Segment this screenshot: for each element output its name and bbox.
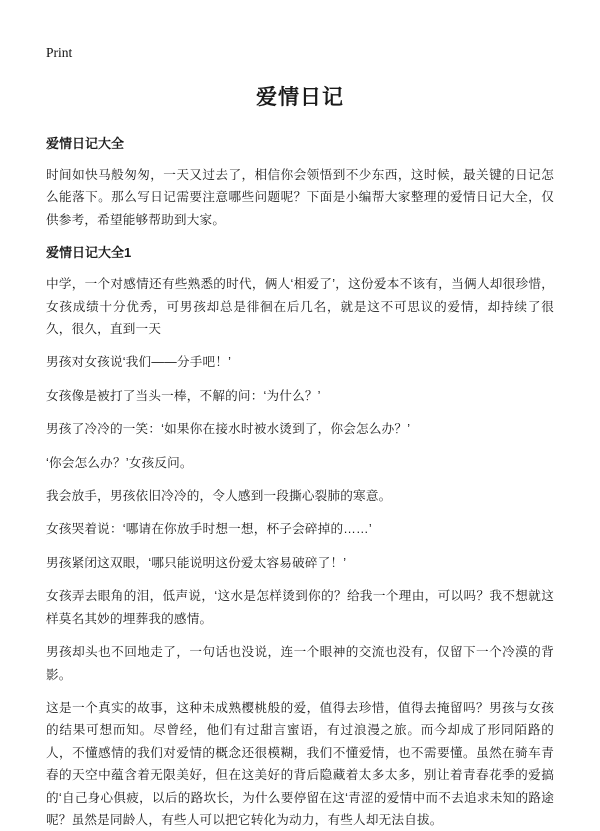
body-paragraph: 男孩却头也不回地走了，一句话也没说，连一个眼神的交流也没有，仅留下一个冷漠的背影。: [46, 645, 554, 682]
body-paragraph: ‘你会怎么办？’女孩反问。: [46, 455, 193, 470]
body-paragraph: 男孩了冷冷的一笑：‘如果你在接水时被水烫到了，你会怎么办？’: [46, 422, 411, 437]
intro-paragraph: 时间如快马般匆匆，一天又过去了，相信你会领悟到不少东西，这时候，最关键的日记怎么能落下。那么写日记需要注意哪些问题呢？下面是小编帮大家整理的爱情日记大全，仅供参考，希望能够帮助到大家。: [46, 168, 554, 227]
body-paragraph: 男孩紧闭这双眼，‘哪只能说明这份爱太容易破碎了！’: [46, 555, 347, 570]
body-paragraph: 女孩弄去眼角的泪，低声说，‘这水是怎样烫到你的？给我一个理由，可以吗？我不想就这样莫名其妙的埋葬我的感情。: [46, 589, 554, 626]
body-paragraph: 中学，一个对感情还有些熟悉的时代，俩人‘相爱了’，这份爱本不该有，当俩人却很珍惜，女孩成绩十分优秀，可男孩却总是徘徊在后几名，就是这不可思议的爱情，却持续了很久，很久，直到一天: [46, 277, 554, 337]
body-paragraph: 男孩对女孩说‘我们——分手吧！’: [46, 355, 232, 370]
document-body: [46, 133, 554, 831]
section-heading-1: 爱情日记大全: [46, 136, 125, 151]
body-paragraph: 女孩哭着说：‘哪请在你放手时想一想，杯子会碎掉的……’: [46, 522, 372, 537]
page-title: 爱情日记: [256, 86, 344, 109]
section-heading-2: 爱情日记大全1: [46, 245, 132, 261]
body-paragraph: 这是一个真实的故事，这种未成熟樱桃般的爱，值得去珍惜，值得去掩留吗？男孩与女孩的结果可想而知。尽曾经，他们有过甜言蜜语，有过浪漫之旅。而今却成了形同陌路的人，不懂感情的我们对爱情的概念还很模糊，我们不懂爱情，也不需要懂。虽然在骑车青春的天空中蕴含着无限美好，但在这美好的背后隐藏着太多太多，别让着青春花季的爱搞的‘自己身心俱疲，以后的路坎长，为什么要停留在这‘青涩的爱情中而不去追求未知的路途呢？虽然是同龄人，有些人可以把它转化为动力，有些人却无法自拔。: [46, 700, 554, 827]
body-paragraph: 女孩像是被打了当头一棒，不解的问：‘为什么？’: [46, 388, 321, 403]
print-button[interactable]: Print: [46, 45, 73, 60]
body-paragraph: 我会放手，男孩依旧冷冷的，令人感到一段撕心裂肺的寒意。: [46, 489, 392, 504]
